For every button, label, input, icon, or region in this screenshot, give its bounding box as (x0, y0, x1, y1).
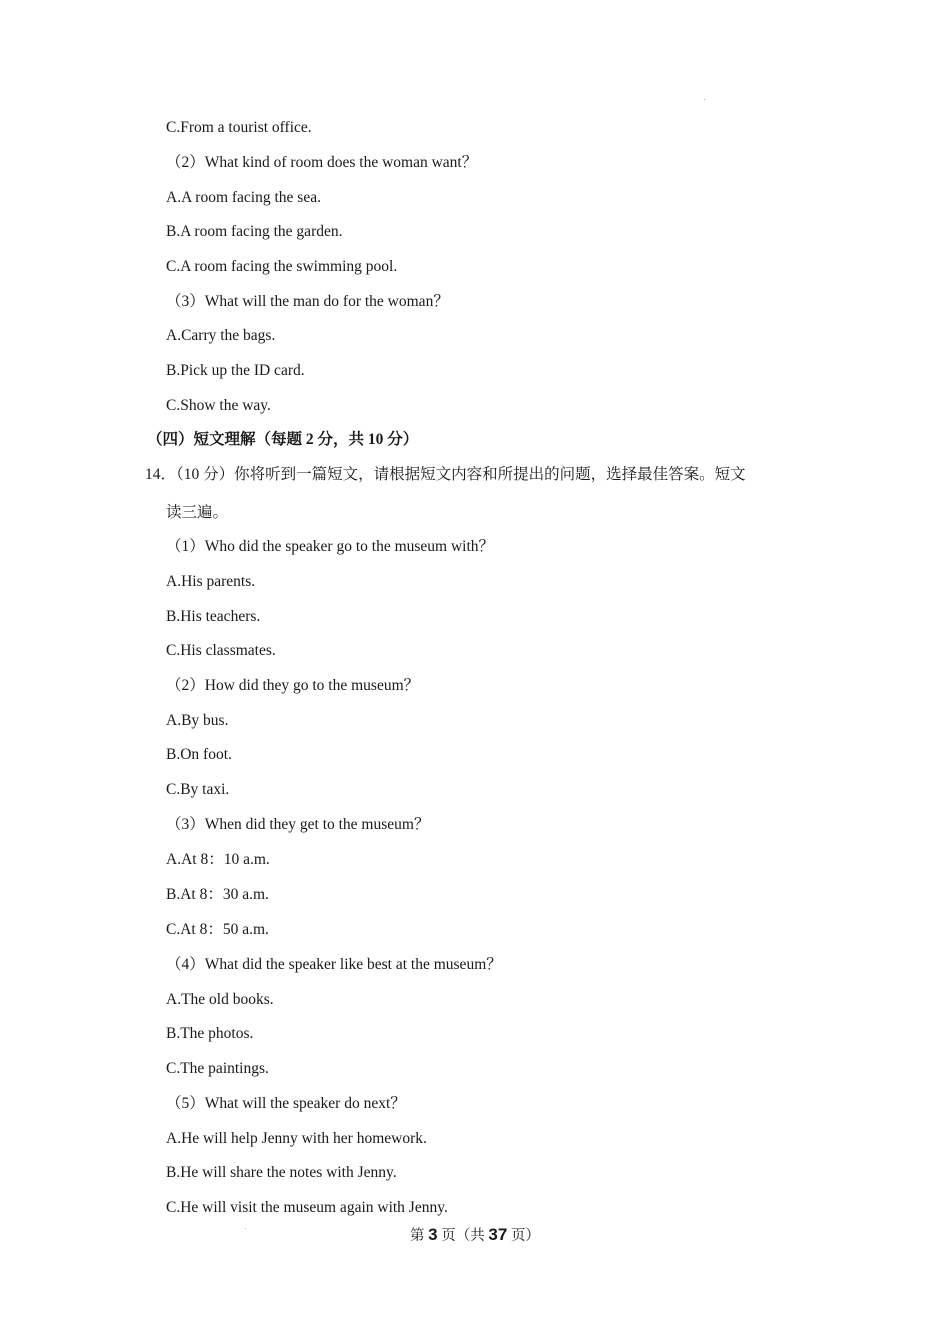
q1-option-a: A.His parents. (166, 573, 256, 590)
option-b-id-card: B.Pick up the ID card. (166, 362, 305, 379)
question-2: （2）How did they go to the museum？ (166, 677, 420, 694)
option-c-tourist-office: C.From a tourist office. (166, 119, 312, 136)
q2-option-a: A.By bus. (166, 712, 229, 729)
q5-option-a: A.He will help Jenny with her homework. (166, 1130, 427, 1147)
question-room-kind: （2）What kind of room does the woman want？ (166, 154, 478, 171)
page-footer (0, 1225, 950, 1246)
q5-option-c: C.He will visit the museum again with Jenny. (166, 1199, 448, 1216)
question-5: （5）What will the speaker do next？ (166, 1095, 406, 1112)
q4-option-c: C.The paintings. (166, 1060, 269, 1077)
q3-option-b: B.At 8：30 a.m. (166, 886, 269, 903)
q4-option-b: B.The photos. (166, 1025, 254, 1042)
q1-option-b: B.His teachers. (166, 608, 261, 625)
option-c-show-way: C.Show the way. (166, 397, 271, 414)
total-pages-number: 37 (488, 1225, 508, 1244)
current-page-number: 3 (428, 1225, 438, 1244)
q3-option-a: A.At 8：10 a.m. (166, 851, 270, 868)
question-3: （3）When did they get to the museum？ (166, 816, 430, 833)
q5-option-b: B.He will share the notes with Jenny. (166, 1164, 397, 1181)
option-a-sea: A.A room facing the sea. (166, 189, 321, 206)
scan-dot (704, 99, 705, 100)
footer-middle: 页（共 (437, 1228, 489, 1244)
question-14-instructions-cont: 读三遍。 (166, 504, 229, 521)
section-heading: （四）短文理解（每题 2 分，共 10 分） (147, 431, 419, 448)
question-man-do: （3）What will the man do for the woman？ (166, 293, 449, 310)
question-1: （1）Who did the speaker go to the museum with？ (166, 538, 495, 555)
q2-option-c: C.By taxi. (166, 781, 230, 798)
q4-option-a: A.The old books. (166, 991, 274, 1008)
footer-suffix: 页） (507, 1228, 540, 1244)
q2-option-b: B.On foot. (166, 746, 232, 763)
q3-option-c: C.At 8：50 a.m. (166, 921, 269, 938)
option-a-carry-bags: A.Carry the bags. (166, 327, 276, 344)
footer-prefix: 第 (410, 1228, 429, 1244)
question-4: （4）What did the speaker like best at the museum？ (166, 956, 502, 973)
option-b-garden: B.A room facing the garden. (166, 223, 343, 240)
question-14-instructions: 14．（10 分）你将听到一篇短文，请根据短文内容和所提出的问题，选择最佳答案。短文 (145, 466, 746, 483)
option-c-pool: C.A room facing the swimming pool. (166, 258, 398, 275)
q1-option-c: C.His classmates. (166, 642, 276, 659)
